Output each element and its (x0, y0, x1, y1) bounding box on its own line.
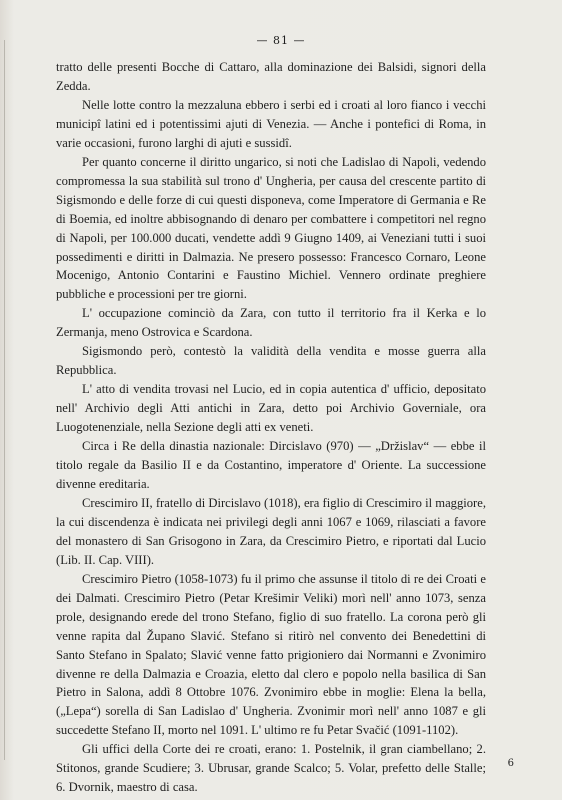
paragraph: Sigismondo però, contestò la validità della vendita e mosse guerra alla Repubblica. (56, 344, 486, 378)
paragraph: Circa i Re della dinastia nazionale: Dircislavo (970) — „Držislav“ — ebbe il titolo regale da Basilio II e da Costantino, imperatore d' Oriente. La successione divenne ereditaria. (56, 439, 486, 491)
paragraph: Crescimiro II, fratello di Dircislavo (1018), era figlio di Crescimiro il maggiore, la cui discendenza è indicata nei privilegi degli anni 1067 e 1069, rilasciati a favore del monastero di San Grisogono in Zara, da Crescimiro Pietro, e riportati dal Lucio (Lib. II. Cap. VIII). (56, 495, 486, 567)
paragraph: Gli uffici della Corte dei re croati, erano: 1. Postelnik, il gran ciambellano; 2. Stitonos, grande Scudiere; 3. Ubrusar, grande Scalco; 5. Volar, prefetto delle Stalle; 6. Dvornik, maestro di casa. (56, 742, 486, 795)
paragraph: Nelle lotte contro la mezzaluna ebbero i serbi ed i croati al loro fianco i vecchi municipî latini ed i potentissimi ajuti di Venezia. — Anche i pontefici di Roma, in varie occasioni, furono larghi di ajuti e sussidî. (56, 97, 486, 150)
body-text (56, 58, 486, 797)
paragraph: L' atto di vendita trovasi nel Lucio, ed in copia autentica d' ufficio, depositato nell' Archivio degli Atti antichi in Zara, detto poi Archivio Governiale, ora Luogotenenziale, nella Sezione degli atti ex veneti. (56, 382, 486, 435)
paragraph: tratto delle presenti Bocche di Cattaro, alla dominazione dei Balsidi, signori della Zedda. (56, 60, 486, 93)
page-number: — 81 — (256, 34, 306, 47)
paragraph: L' occupazione cominciò da Zara, con tutto il territorio fra il Kerka e lo Zermanja, meno Ostrovica e Scardona. (56, 306, 486, 340)
paragraph: Per quanto concerne il diritto ungarico, si noti che Ladislao di Napoli, vedendo compromessa la sua stabilità sul trono d' Ungheria, per causa del crescente partito di Sigismondo e delle forze di cui questi disponeva, come Imperatore di Germania e Re di Boemia, ed inoltre abbisognando di denaro per combattere i competitori nel regno di Napoli, per 100.000 ducati, vendette addì 9 Giugno 1409, ai Veneziani tutti i suoi possedimenti e diritti in Dalmazia. Ne presero possesso: Francesco Cornaro, Leone Mocenigo, Antonio Contarini e Faustino Michiel. Vennero ordinate preghiere pubbliche e processioni per tre giorni. (56, 154, 486, 302)
page-binding-edge (4, 40, 5, 760)
paragraph: Crescimiro Pietro (1058-1073) fu il primo che assunse il titolo di re dei Croati e dei Dalmati. Crescimiro Pietro (Petar Krešimir Veliki) morì nell' anno 1073, senza prole, designando erede del trono Stefano, figlio di suo fratello. La corona però gli venne rapita dal Župano Slavić. Stefano si ritirò nel convento dei Benedettini di Santo Stefano in Spalato; Slavić venne fatto prigioniero dai Normanni e Zvonimiro divenne re della Dalmazia e Croazia, eletto dal clero e popolo nella basilica di San Pietro in Salona, addì 8 Ottobre 1076. Zvonimiro ebbe in moglie: Elena la bella, („Lepa“) sorella di San Ladislao d' Ungheria. Zvonimir morì nell' anno 1087 e gli succedette Stefano II, morto nel 1091. L' ultimo re fu Petar Svačić (1091-1102). (56, 571, 486, 738)
signature-mark: 6 (507, 758, 514, 769)
